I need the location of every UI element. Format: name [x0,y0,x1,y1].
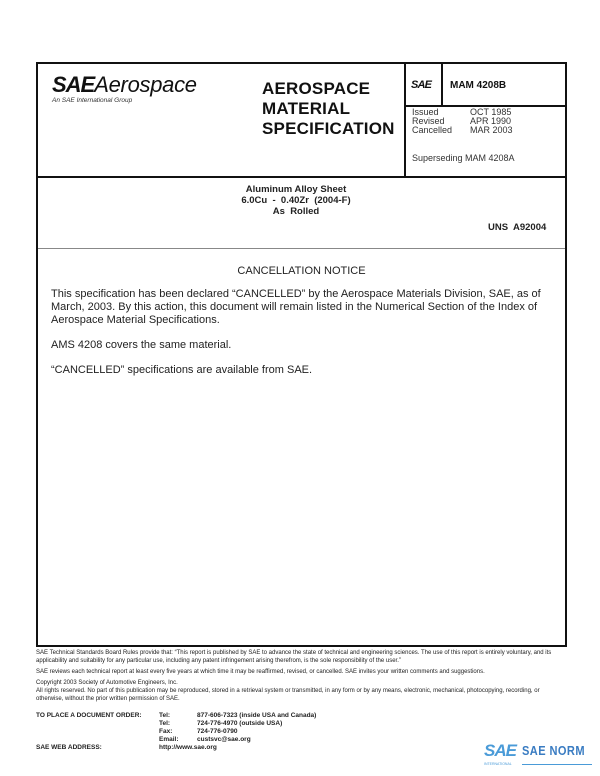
notice-body [51,288,551,389]
contact-type: Fax: [159,728,173,735]
web-label: SAE WEB ADDRESS: [36,744,102,751]
subject-line: As Rolled [272,206,320,217]
order-info [36,712,316,752]
date-label: Revised [412,116,445,126]
footer-paragraph: SAE reviews each technical report at least every five years at which time it may be reaffirmed, revised, or cancelled. SAE invites your written comments and suggestions. [36,669,485,675]
web-link[interactable]: http://www.sae.org [159,744,217,751]
date-label: Cancelled [412,125,453,135]
email-link[interactable]: custsvc@sae.org [197,736,251,743]
sae-aerospace-logo [52,74,197,104]
uns-number: UNS A92004 [488,222,547,233]
header-vertical-divider [404,62,406,176]
title-line: MATERIAL [262,99,351,118]
order-row [36,736,316,744]
notice-paragraph: AMS 4208 covers the same material. [51,339,232,351]
footer-paragraph: Copyright 2003 Society of Automotive Engineers, Inc. [36,680,178,686]
contact-type: Email: [159,736,179,743]
subject-line: Aluminum Alloy Sheet [245,184,347,195]
date-value: OCT 1985 [470,107,512,117]
contact-value: 724-776-4970 (outside USA) [197,720,283,727]
notice-paragraph: “CANCELLED” specifications are available from SAE. [51,364,313,376]
order-label: TO PLACE A DOCUMENT ORDER: [36,712,142,719]
superseding-note: Superseding MAM 4208A [412,153,515,163]
sae-small-logo: SAE [411,79,432,91]
watermark-logo: SAE [484,741,516,760]
date-row-cancelled [412,126,513,135]
date-value: APR 1990 [470,116,512,126]
contact-type: Tel: [159,720,171,727]
date-label: Issued [412,107,439,117]
sae-norm-watermark [484,741,594,771]
logo-name: Aerospace [94,72,197,97]
watermark-line [522,764,592,765]
header-divider [36,176,567,178]
order-row [36,720,316,728]
material-subject [196,184,396,217]
contact-type: Tel: [159,712,171,719]
order-row [36,712,316,720]
watermark-text: SAE NORM [522,743,585,758]
notice-paragraph: This specification has been declared “CANCELLED” by the Aerospace Materials Division, SAE, as of March, 2003. By this action, this document will remain listed in the Numerical Section of the Index of Aerospace Material Specifications. [51,288,541,326]
revision-dates [412,108,513,135]
subject-divider [38,248,565,249]
logo-brand: SAE [52,72,95,97]
title-line: SPECIFICATION [262,119,395,138]
document-number: MAM 4208B [450,80,507,91]
contact-value: 877-606-7323 (inside USA and Canada) [197,712,317,719]
document-type-title [262,79,395,139]
cancellation-heading: CANCELLATION NOTICE [237,265,366,277]
contact-value: 724-776-0790 [197,728,238,735]
web-row [36,744,316,752]
legal-footer [36,649,566,706]
subject-line: 6.0Cu - 0.40Zr (2004-F) [241,195,351,206]
footer-paragraph: All rights reserved. No part of this publication may be reproduced, stored in a retrieval system or transmitted, in any form or by any means, electronic, mechanical, photocopying, recording, or otherwise, without the prior written permission of SAE. [36,688,540,702]
title-line: AEROSPACE [262,79,371,98]
logo-tagline: An SAE International Group [52,97,133,104]
docnum-vertical-divider [441,62,443,106]
watermark-sub: INTERNATIONAL [484,762,512,766]
order-row [36,728,316,736]
footer-paragraph: SAE Technical Standards Board Rules provide that: “This report is published by SAE to advance the state of technical and engineering sciences. The use of this report is entirely voluntary, and its applicability and suitability for any particular use, including any patent infringement arising therefrom, is the sole responsibility of the user.” [36,650,552,664]
date-value: MAR 2003 [470,125,513,135]
